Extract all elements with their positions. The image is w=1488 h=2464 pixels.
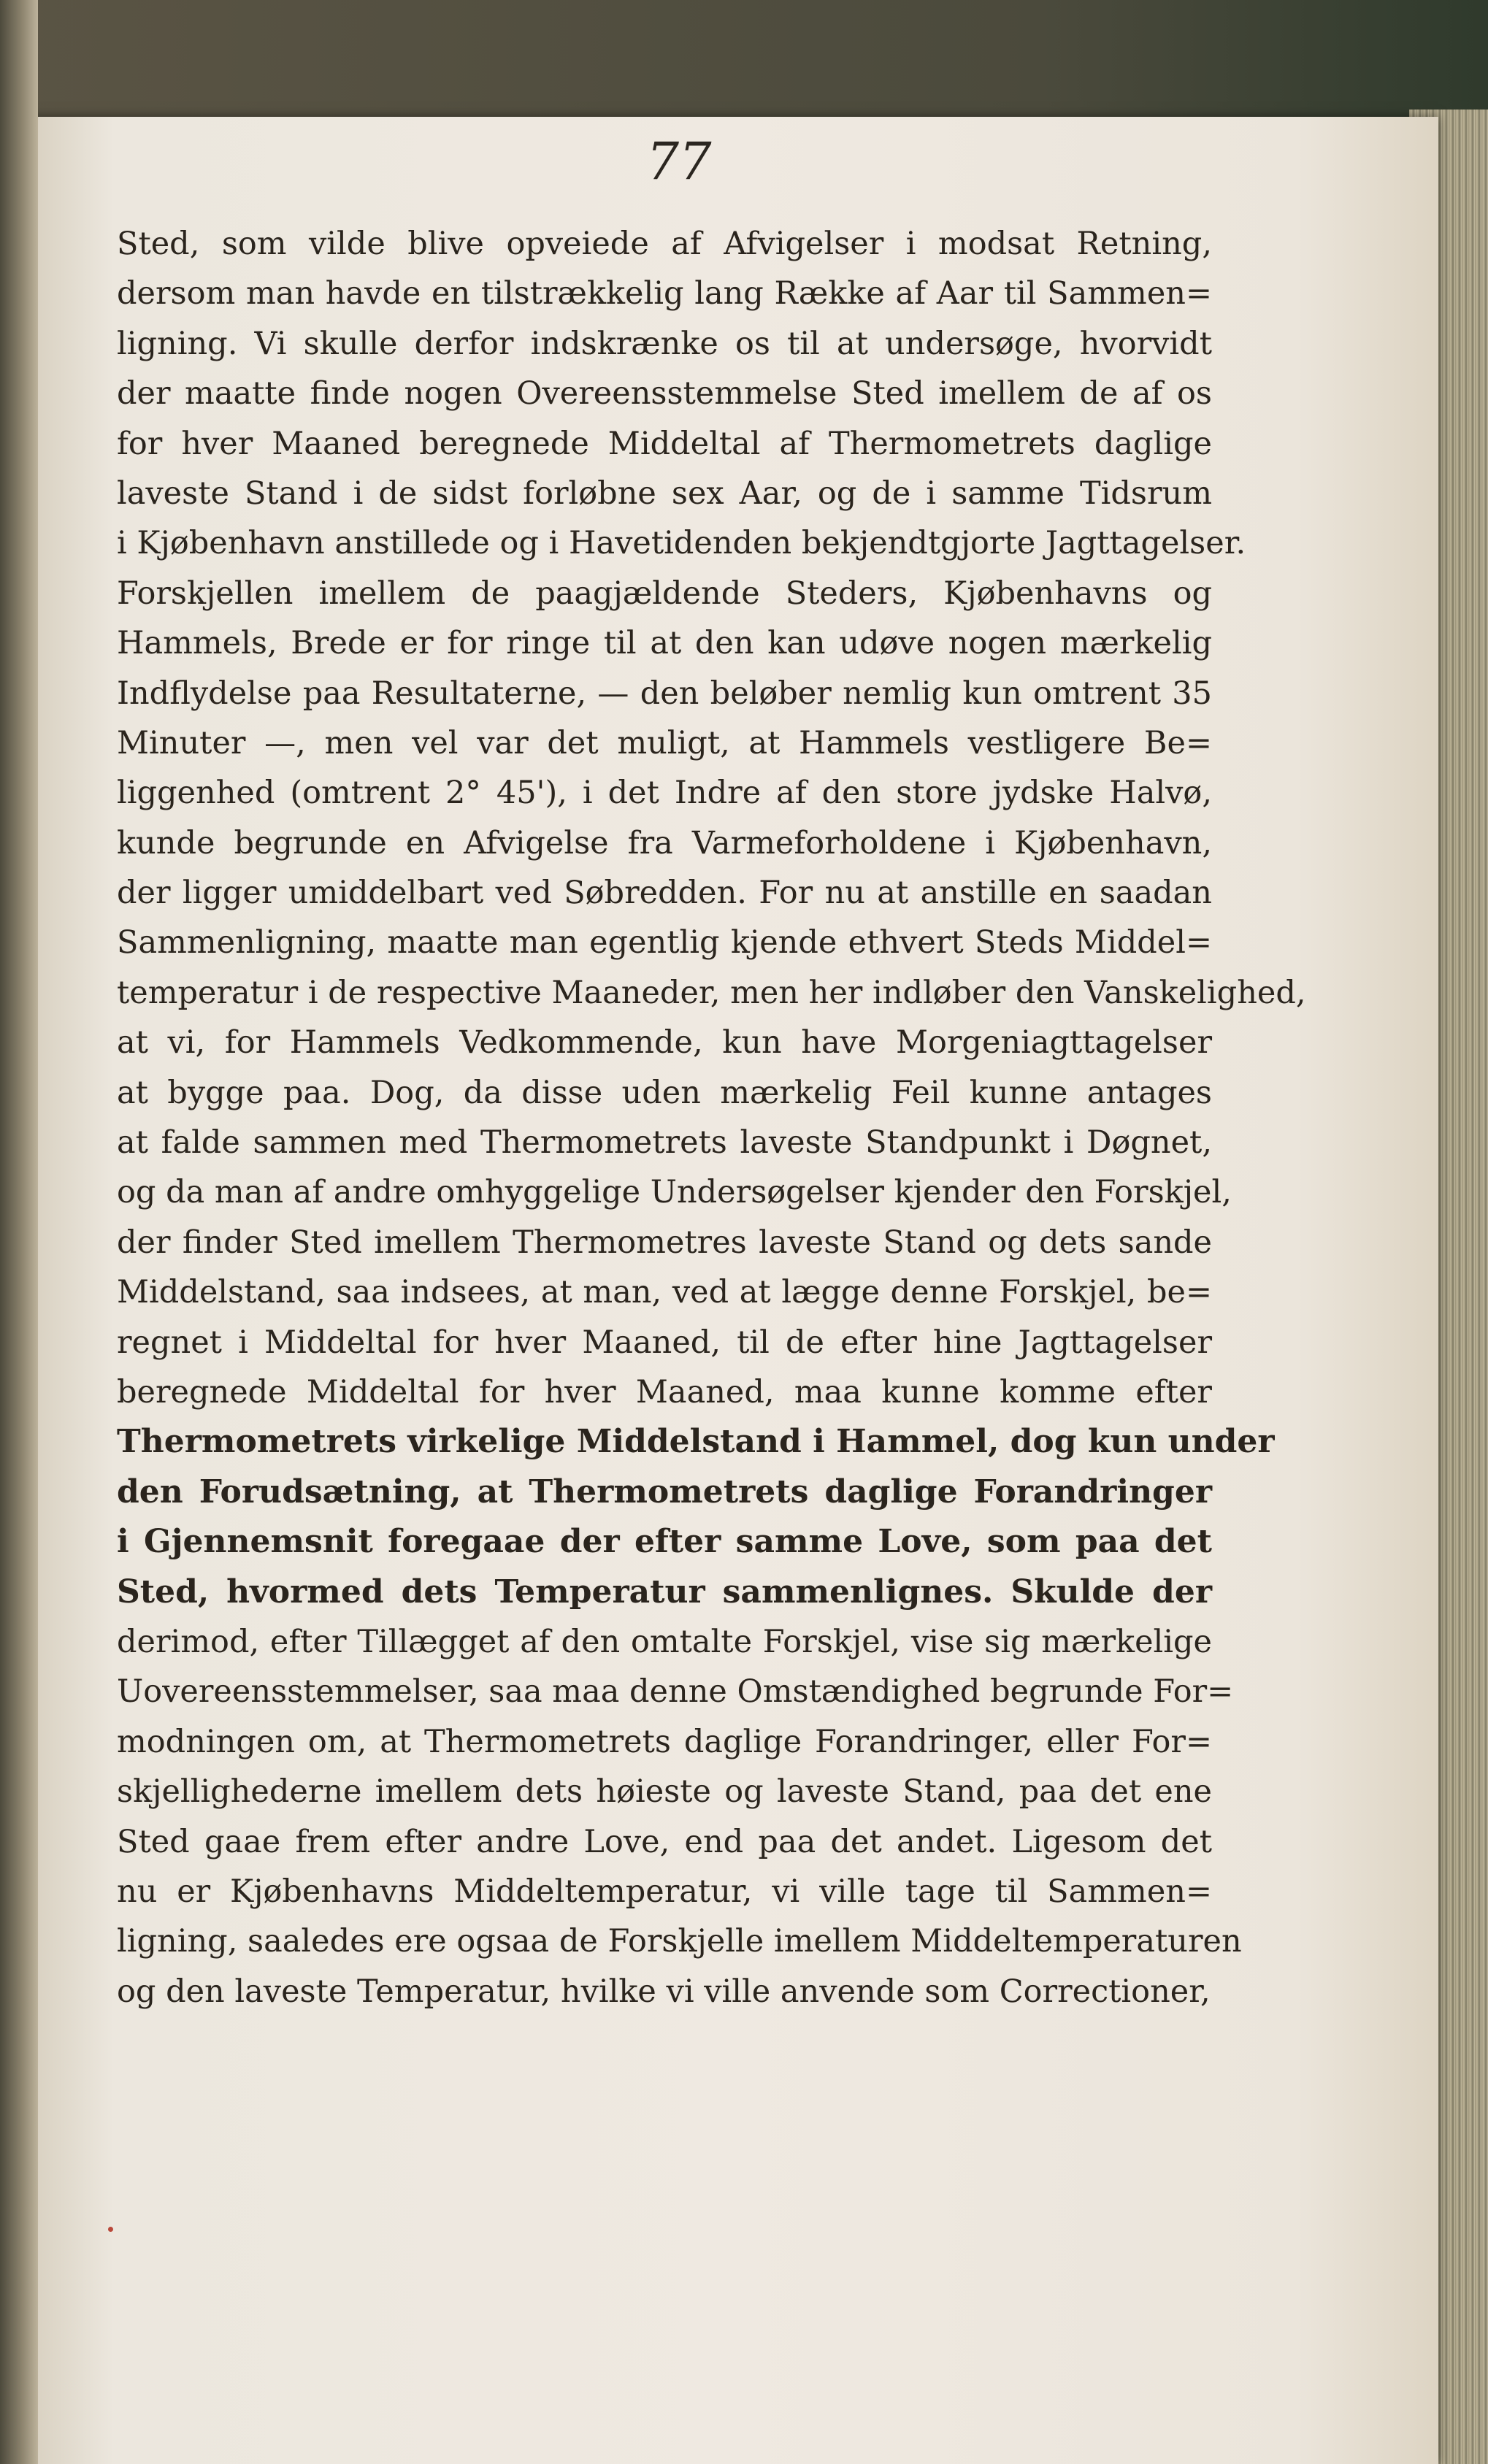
text-line: dersom man havde en tilstrækkelig lang Række af Aar til Sammen= bbox=[117, 275, 1212, 312]
text-line: at falde sammen med Thermometrets laveste Standpunkt i Døgnet, bbox=[117, 1124, 1212, 1162]
text-line: temperatur i de respective Maaneder, men her indløber den Vanskelighed, bbox=[117, 974, 1306, 1011]
text-line: at vi, for Hammels Vedkommende, kun have Morgeniagttagelser bbox=[117, 1024, 1212, 1062]
text-line: laveste Stand i de sidst forløbne sex Aar, og de i samme Tidsrum bbox=[117, 475, 1212, 512]
text-line: der finder Sted imellem Thermometres laveste Stand og dets sande bbox=[117, 1224, 1212, 1261]
text-line: Sammenligning, maatte man egentlig kjende ethvert Steds Middel= bbox=[117, 924, 1212, 962]
page-number: 77 bbox=[646, 131, 712, 191]
text-line: Thermometrets virkelige Middelstand i Hammel, dog kun under bbox=[117, 1423, 1275, 1461]
text-line: og da man af andre omhyggelige Undersøgelser kjender den Forskjel, bbox=[117, 1174, 1232, 1211]
page-body-text bbox=[117, 219, 1306, 2016]
text-line: kunde begrunde en Afvigelse fra Varmeforholdene i Kjøbenhavn, bbox=[117, 824, 1212, 861]
text-line: skjellighederne imellem dets høieste og laveste Stand, paa det ene bbox=[117, 1773, 1212, 1811]
text-line: Sted, hvormed dets Temperatur sammenlignes. Skulde der bbox=[117, 1573, 1212, 1611]
text-line: derimod, efter Tillægget af den omtalte Forskjel, vise sig mærkelige bbox=[117, 1623, 1212, 1660]
ink-speck bbox=[108, 2227, 113, 2232]
text-line: modningen om, at Thermometrets daglige Forandringer, eller For= bbox=[117, 1723, 1212, 1760]
text-line: Middelstand, saa indsees, at man, ved at lægge denne Forskjel, be= bbox=[117, 1274, 1212, 1311]
text-line: Sted gaae frem efter andre Love, end paa det andet. Ligesom det bbox=[117, 1823, 1212, 1860]
text-line: Sted, som vilde blive opveiede af Afvigelser i modsat Retning, bbox=[117, 226, 1212, 262]
text-line: Indflydelse paa Resultaterne, — den beløber nemlig kun omtrent 35 bbox=[117, 675, 1212, 712]
text-line: for hver Maaned beregnede Middeltal af Thermometrets daglige bbox=[117, 425, 1212, 462]
text-line: Hammels, Brede er for ringe til at den kan udøve nogen mærkelig bbox=[117, 625, 1212, 662]
text-line: ligning. Vi skulle derfor indskrænke os til at undersøge, hvorvidt bbox=[117, 325, 1212, 362]
text-line: der maatte finde nogen Overeensstemmelse Sted imellem de af os bbox=[117, 375, 1212, 412]
text-line: der ligger umiddelbart ved Søbredden. For nu at anstille en saadan bbox=[117, 875, 1212, 912]
text-line: ligning, saaledes ere ogsaa de Forskjelle imellem Middeltemperaturen bbox=[117, 1923, 1242, 1960]
text-line: i Kjøbenhavn anstillede og i Havetidenden bekjendtgjorte Jagttagelser. bbox=[117, 525, 1246, 562]
text-line: liggenhed (omtrent 2° 45'), i det Indre af den store jydske Halvø, bbox=[117, 775, 1212, 812]
text-line: at bygge paa. Dog, da disse uden mærkelig Feil kunne antages bbox=[117, 1074, 1212, 1111]
text-line: Uovereensstemmelser, saa maa denne Omstændighed begrunde For= bbox=[117, 1673, 1234, 1711]
text-line: regnet i Middeltal for hver Maaned, til de efter hine Jagttagelser bbox=[117, 1324, 1212, 1361]
text-line: i Gjennemsnit foregaae der efter samme Love, som paa det bbox=[117, 1523, 1212, 1561]
text-line: den Forudsætning, at Thermometrets daglige Forandringer bbox=[117, 1473, 1212, 1511]
text-line: nu er Kjøbenhavns Middeltemperatur, vi ville tage til Sammen= bbox=[117, 1873, 1212, 1910]
text-line: Minuter —, men vel var det muligt, at Hammels vestligere Be= bbox=[117, 724, 1212, 761]
book-binding bbox=[0, 0, 38, 2464]
text-line: beregnede Middeltal for hver Maaned, maa kunne komme efter bbox=[117, 1373, 1212, 1411]
text-line: Forskjellen imellem de paagjældende Steders, Kjøbenhavns og bbox=[117, 575, 1212, 612]
text-line: og den laveste Temperatur, hvilke vi ville anvende som Correctioner, bbox=[117, 1973, 1211, 2010]
